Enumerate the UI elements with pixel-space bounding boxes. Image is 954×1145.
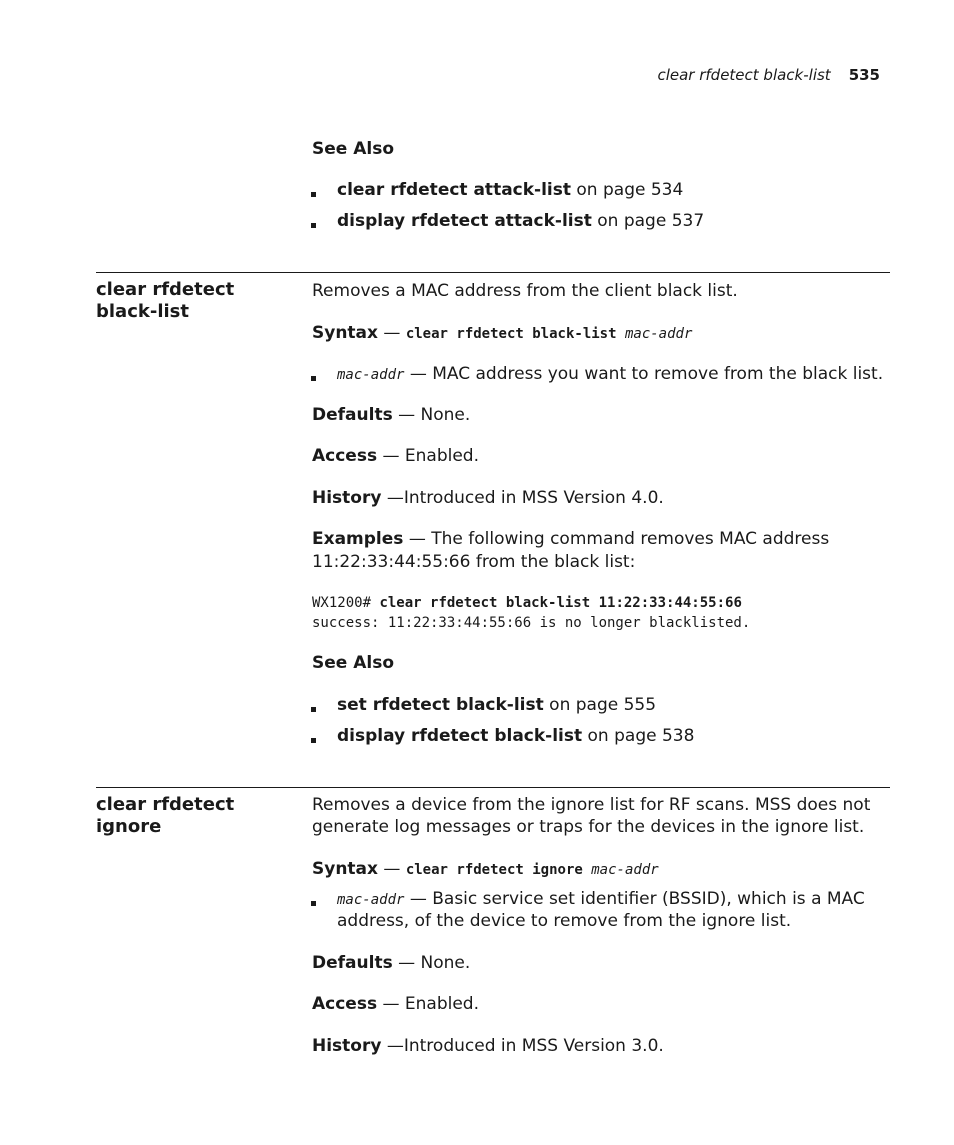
history-text: —Introduced in MSS Version 3.0. (381, 1036, 664, 1056)
see-also-link[interactable]: clear rfdetect attack-list (337, 180, 571, 200)
see-also-heading: See Also (312, 653, 395, 673)
param-desc: — Basic service set identifier (BSSID), which is a MAC (404, 889, 865, 909)
section-title-black-list (96, 279, 234, 323)
examples-text: — The following command removes MAC address (403, 529, 830, 549)
param-desc: — MAC address you want to remove from the black list. (404, 364, 884, 384)
syntax-arg: mac-addr (591, 862, 659, 878)
header-title: clear rfdetect black-list (657, 66, 831, 84)
defaults-text: — None. (392, 405, 471, 425)
history-label: History (312, 1036, 382, 1056)
param-name: mac-addr (337, 892, 405, 908)
see-also-link[interactable]: set rfdetect black-list (337, 695, 544, 715)
section-title-line: black-list (96, 301, 189, 322)
see-also-item (337, 210, 704, 233)
see-also-page: on page 534 (571, 180, 684, 200)
dash: — (378, 323, 406, 343)
code-command-line (312, 592, 742, 614)
syntax-line (312, 322, 692, 346)
description-cont: generate log messages or traps for the devices in the ignore list. (312, 817, 865, 837)
see-also-page: on page 538 (582, 726, 695, 746)
see-also-link[interactable]: display rfdetect black-list (337, 726, 583, 746)
defaults-line (312, 404, 470, 427)
running-header (657, 66, 880, 84)
dash: — (378, 859, 406, 879)
bullet-icon (311, 192, 316, 197)
code-output: success: 11:22:33:44:55:66 is no longer blacklisted. (312, 615, 751, 631)
history-line (312, 487, 664, 510)
syntax-arg: mac-addr (624, 326, 693, 342)
param-line (337, 363, 883, 387)
access-text: — Enabled. (377, 446, 479, 466)
param-name: mac-addr (337, 367, 405, 383)
syntax-label: Syntax (312, 859, 378, 879)
description: Removes a MAC address from the client black list. (312, 281, 738, 301)
section-title-line: clear rfdetect (96, 794, 235, 815)
see-also-link[interactable]: display rfdetect attack-list (337, 211, 592, 231)
history-line (312, 1035, 664, 1058)
examples-line (312, 528, 829, 551)
param-line (337, 888, 865, 912)
syntax-label: Syntax (312, 323, 378, 343)
section-title-ignore (96, 794, 234, 838)
see-also-item (337, 694, 656, 717)
code-prompt: WX1200# (312, 595, 380, 611)
bullet-icon (311, 376, 316, 381)
section-title-line: ignore (96, 816, 162, 837)
defaults-label: Defaults (312, 953, 393, 973)
defaults-text: — None. (392, 953, 471, 973)
bullet-icon (311, 223, 316, 228)
access-label: Access (312, 994, 378, 1014)
section-divider (96, 272, 890, 273)
section-divider (96, 787, 890, 788)
syntax-command: clear rfdetect ignore (405, 862, 592, 878)
syntax-line (312, 858, 659, 882)
history-label: History (312, 488, 382, 508)
access-line (312, 445, 479, 468)
see-also-page: on page 537 (591, 211, 705, 231)
syntax-command: clear rfdetect black-list (405, 326, 625, 342)
access-line (312, 993, 479, 1016)
code-command: clear rfdetect black-list 11:22:33:44:55:66 (379, 595, 742, 611)
access-label: Access (312, 446, 378, 466)
see-also-heading: See Also (312, 139, 395, 159)
see-also-item (337, 725, 694, 748)
see-also-page: on page 555 (543, 695, 657, 715)
defaults-line (312, 952, 470, 975)
page-number: 535 (848, 66, 880, 84)
see-also-item (337, 179, 683, 202)
bullet-icon (311, 707, 316, 712)
description: Removes a device from the ignore list for RF scans. MSS does not (312, 795, 871, 815)
bullet-icon (311, 901, 316, 906)
param-desc-cont: address, of the device to remove from the ignore list. (337, 911, 792, 931)
section-title-line: clear rfdetect (96, 279, 235, 300)
bullet-icon (311, 738, 316, 743)
defaults-label: Defaults (312, 405, 393, 425)
access-text: — Enabled. (377, 994, 479, 1014)
examples-label: Examples (312, 529, 404, 549)
history-text: —Introduced in MSS Version 4.0. (381, 488, 664, 508)
examples-text-cont: 11:22:33:44:55:66 from the black list: (312, 552, 636, 572)
